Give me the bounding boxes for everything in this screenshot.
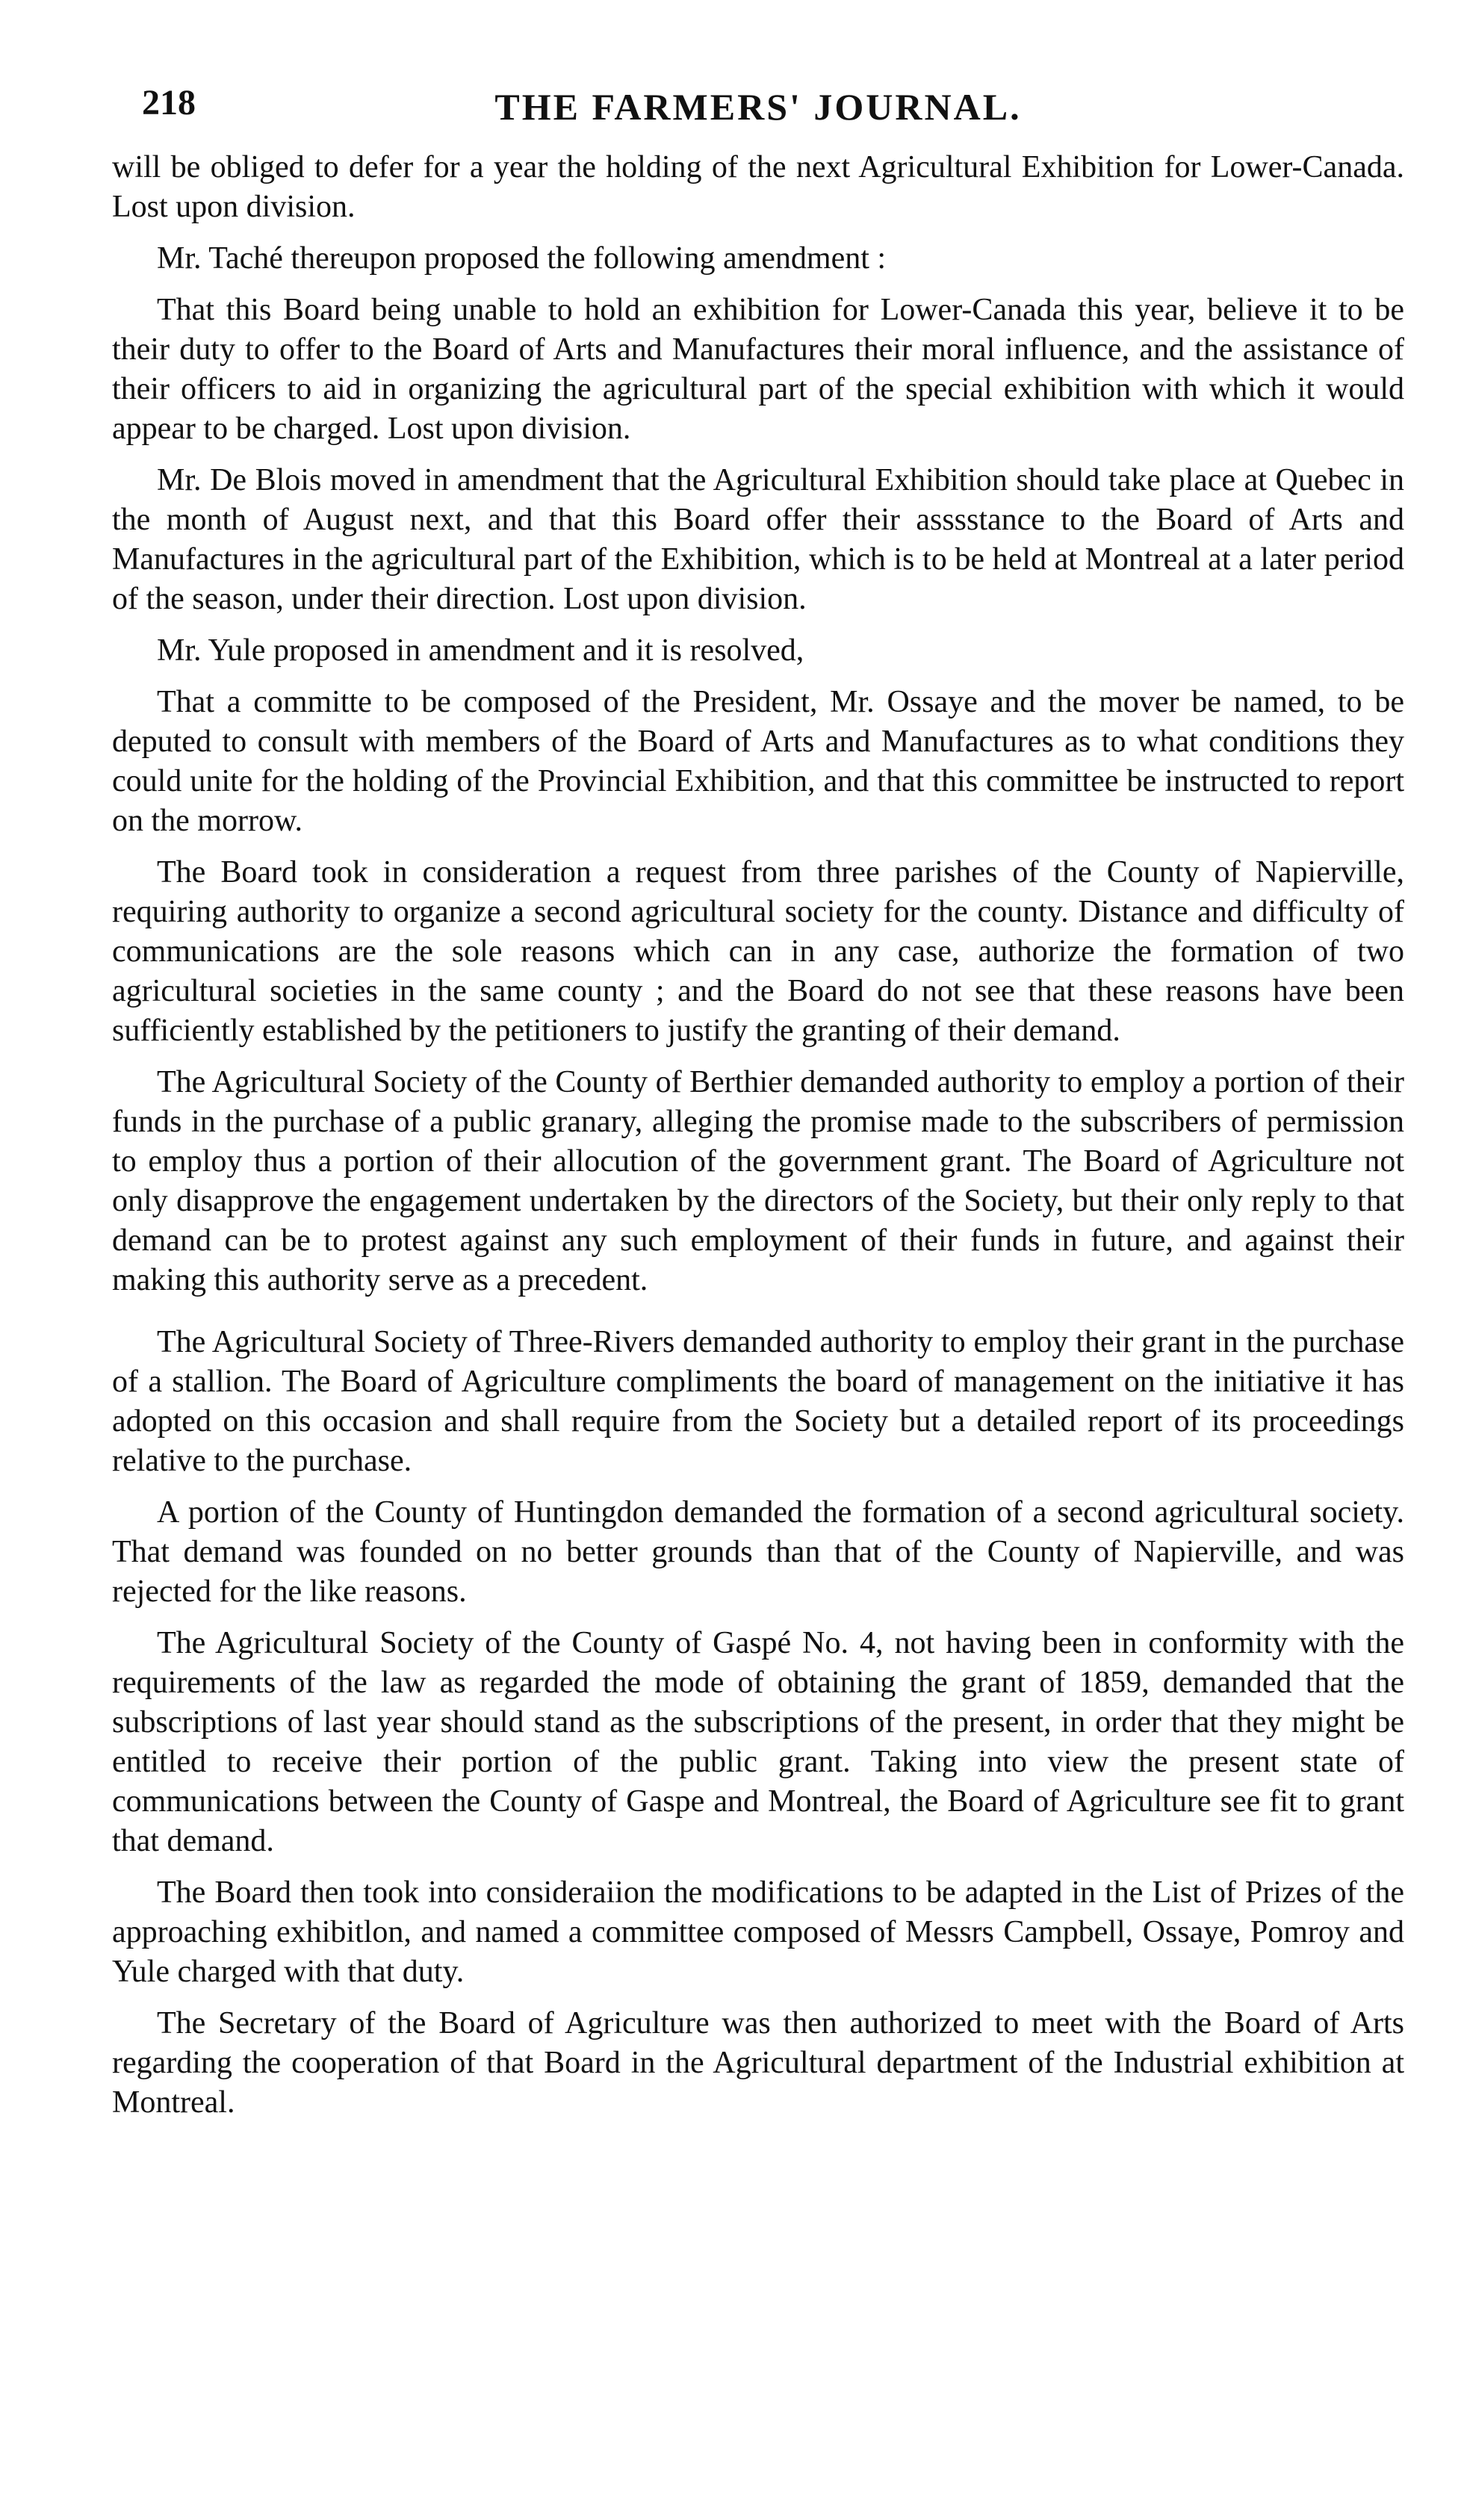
paragraph-secretary-authorization: The Secretary of the Board of Agriculture was then authorized to meet with the Board of Arts regarding the cooperation of that Board in the Agricultural department of the Industrial exhibition at Montreal. (112, 2006, 1404, 2120)
page-number: 218 (142, 83, 196, 122)
article-body (112, 148, 1404, 2123)
journal-page (112, 67, 1404, 2135)
page-header (112, 67, 1404, 142)
paragraph-prize-list-committee: The Board then took into consideraiion the modifications to be adapted in the List of Prizes of the approaching exhibitlon, and named a committee composed of Messrs Campbell, Ossaye, Pomroy and Yule charged with that duty. (112, 1875, 1404, 1989)
paragraph-tache-proposal: Mr. Taché thereupon proposed the following amendment : (157, 241, 887, 276)
paragraph-huntingdon-request: A portion of the County of Huntingdon demanded the formation of a second agricultural society. That demand was founded on no better grounds than that of the County of Napierville, and was rejected for the like reasons. (112, 1495, 1404, 1609)
paragraph-committee-resolution: That a committe to be composed of the President, Mr. Ossaye and the mover be named, to be deputed to consult with members of the Board of Arts and Manufactures as to what conditions they could unite for the holding of the Provincial Exhibition, and that this committee be instructed to report on the morrow. (112, 685, 1404, 838)
paragraph-napierville-request: The Board took in consideration a request from three parishes of the County of Napierville, requiring authority to organize a second agricultural society for the county. Distance and difficulty of communications are the sole reasons which can in any case, authorize the formation of two agricultural societies in the same county ; and the Board do not see that these reasons have been sufficiently established by the petitioners to justify the granting of their demand. (112, 855, 1404, 1048)
paragraph-yule-proposal: Mr. Yule proposed in amendment and it is resolved, (157, 633, 804, 668)
running-title: THE FARMERS' JOURNAL. (494, 86, 1022, 128)
paragraph-gaspe-request: The Agricultural Society of the County of Gaspé No. 4, not having been in conformity with the requirements of the law as regarded the mode of obtaining the grant of 1859, demanded that the subscriptions of last year should stand as the subscriptions of the present, in order that they might be entitled to receive their portion of the public grant. Taking into view the present state of communications between the County of Gaspe and Montreal, the Board of Agriculture see fit to grant that demand. (112, 1626, 1404, 1858)
paragraph-tache-amendment: That this Board being unable to hold an exhibition for Lower-Canada this year, believe it to be their duty to offer to the Board of Arts and Manufactures their moral influence, and the assistance of their officers to aid in organizing the agricultural part of the special exhibition with which it would appear to be charged. Lost upon division. (112, 293, 1404, 446)
paragraph-berthier-request: The Agricultural Society of the County of Berthier demanded authority to employ a portion of their funds in the purchase of a public granary, alleging the promise made to the subscribers of permission to employ thus a portion of their allocution of the government grant. The Board of Agriculture not only disapprove the engagement undertaken by the directors of the Society, but their only reply to that demand can be to protest against any such employment of their funds in future, and against their making this authority serve as a precedent. (112, 1065, 1404, 1297)
paragraph-continuation: will be obliged to defer for a year the holding of the next Agricultural Exhibition for Lower-Canada. Lost upon division. (112, 150, 1404, 224)
paragraph-de-blois-amendment: Mr. De Blois moved in amendment that the Agricultural Exhibition should take place at Quebec in the month of August next, and that this Board offer their asssstance to the Board of Arts and Manufactures in the agricultural part of the Exhibition, which is to be held at Montreal at a later period of the season, under their direction. Lost upon division. (112, 463, 1404, 616)
paragraph-three-rivers-request: The Agricultural Society of Three-Rivers demanded authority to employ their grant in the purchase of a stallion. The Board of Agriculture compliments the board of management on the initiative it has adopted on this occasion and shall require from the Society but a detailed report of its proceedings relative to the purchase. (112, 1325, 1404, 1478)
